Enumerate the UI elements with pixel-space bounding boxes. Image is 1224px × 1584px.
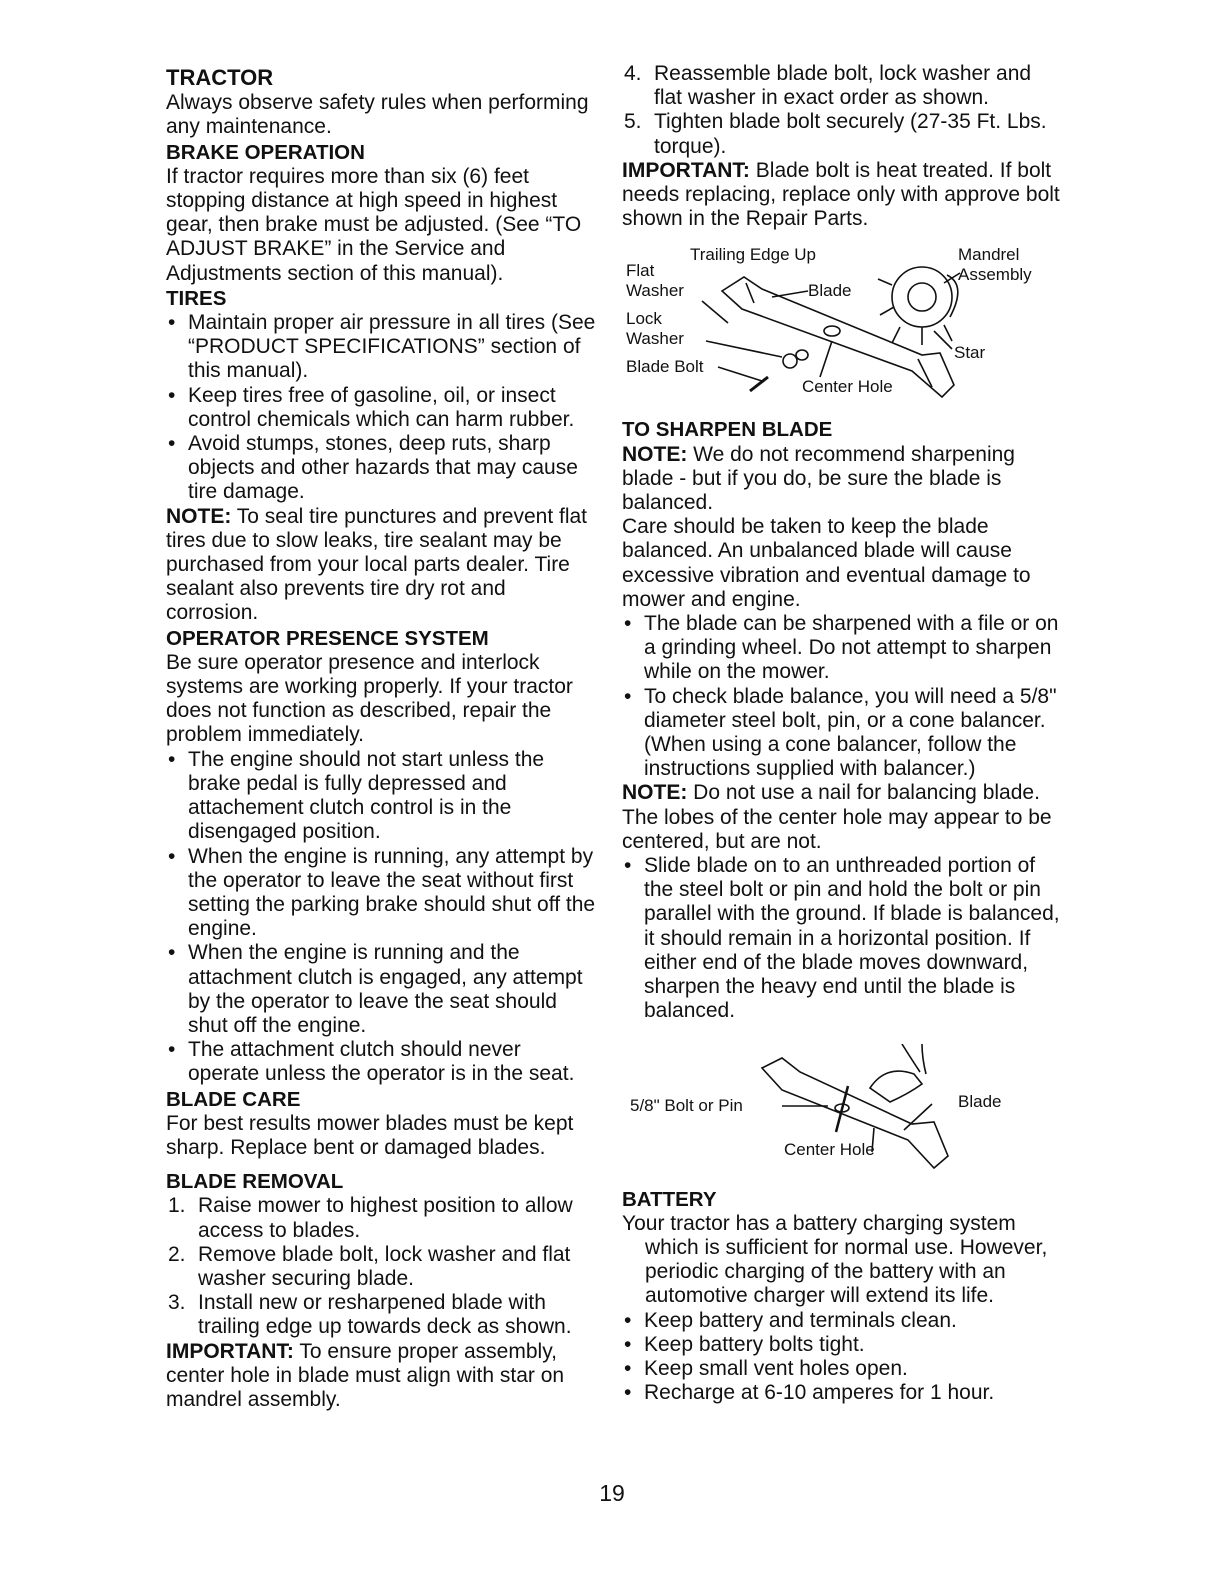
label-washer: Washer (626, 281, 684, 301)
label-assembly: Assembly (958, 265, 1032, 285)
step-text: Install new or resharpened blade with trailing edge up towards deck as shown. (198, 1291, 572, 1339)
note-text: To seal tire punctures and prevent flat tires due to slow leaks, tire sealant may be purchased from your local parts dealer. Tire sealant also prevents tire dry rot and corrosion. (166, 504, 587, 625)
label-blade-bolt: Blade Bolt (626, 357, 704, 377)
tires-list (166, 311, 596, 505)
step-number: 4. (624, 62, 642, 85)
blade-bolt-shape (750, 377, 768, 391)
step-number: 3. (168, 1291, 186, 1315)
sharpen-care-text: Care should be taken to keep the blade balanced. An unbalanced blade will cause excessive vibration and eventual damage to mower and engine. (622, 515, 1031, 611)
intro-text: Always observe safety rules when performing any maintenance. (166, 91, 589, 139)
note-text: We do not recommend sharpening blade - but if you do, be sure the blade is balanced. (622, 442, 1015, 515)
step-text: Reassemble blade bolt, lock washer and flat washer in exact order as shown. (654, 62, 1032, 110)
hand-outline (902, 1044, 926, 1074)
leader-line (702, 301, 728, 323)
heading-blade-care: BLADE CARE (166, 1087, 301, 1111)
bolt-pin-shape (836, 1086, 848, 1132)
leader-line (904, 1104, 932, 1130)
list-item: • To check blade balance, you will need a 5/8" diameter steel bolt, pin, or a cone balancer. (When using a cone balancer, follow the instructions supplied with balancer.) (622, 685, 1062, 782)
list-item: • Slide blade on to an unthreaded portion of the steel bolt or pin and hold the bolt or pin parallel with the ground. If blade is balanced, it should remain in a horizontal position. If either end of the blade moves downward, sharpen the heavy end until the blade is balanced. (622, 854, 1062, 1023)
label-bolt-or-pin: 5/8" Bolt or Pin (630, 1095, 743, 1115)
ops-list (166, 748, 596, 1087)
heading-blade-removal: BLADE REMOVAL (166, 1170, 344, 1194)
list-item: • Keep tires free of gasoline, oil, or insect control chemicals which can harm rubber. (166, 384, 596, 432)
left-column (166, 62, 596, 1412)
step-text: Tighten blade bolt securely (27-35 Ft. Lbs. torque). (654, 110, 1047, 158)
mandrel-body (892, 267, 952, 327)
hand-shape (870, 1071, 922, 1102)
important-text: Blade bolt is heat treated. If bolt needs replacing, replace only with approve bolt shown in the Repair Parts. (622, 158, 1060, 231)
blade-removal-steps-continued (622, 62, 1062, 159)
label-lock-washer: Washer (626, 329, 684, 349)
heading-brake-operation: BRAKE OPERATION (166, 140, 365, 164)
heading-to-sharpen-blade: TO SHARPEN BLADE (622, 418, 833, 442)
blade-assembly-figure (622, 245, 1062, 417)
list-item: • Keep battery and terminals clean. (622, 1309, 1062, 1333)
list-item: • The attachment clutch should never operate unless the operator is in the seat. (166, 1038, 596, 1086)
sharpen-note-2 (622, 781, 1062, 854)
list-item (166, 1291, 596, 1339)
leader-line (706, 341, 782, 357)
list-item (166, 1194, 596, 1242)
note-label: NOTE: (622, 442, 688, 466)
battery-list (622, 1309, 1062, 1406)
list-item: • Keep battery bolts tight. (622, 1333, 1062, 1357)
list-item: • When the engine is running and the attachment clutch is engaged, any attempt by the operator to leave the seat should shut off the engine. (166, 941, 596, 1038)
label-flat: Flat (626, 261, 655, 281)
label-center-hole: Center Hole (802, 377, 893, 397)
blade-edge-line (746, 283, 754, 303)
flat-washer-shape (796, 350, 808, 360)
leader-line (718, 367, 762, 381)
label-mandrel: Mandrel (958, 245, 1020, 265)
step-number: 5. (624, 110, 642, 134)
list-item (622, 62, 1062, 110)
label-blade: Blade (808, 281, 852, 301)
label-star: Star (954, 343, 986, 363)
lock-washer-shape (783, 354, 797, 368)
list-item: • When the engine is running, any attempt by the operator to leave the seat without first setting the parking brake should shut off the engine. (166, 845, 596, 942)
step-number: 2. (168, 1242, 186, 1266)
ops-text: Be sure operator presence and interlock systems are working properly. If your tractor does not function as described, repair the problem immediately. (166, 650, 573, 747)
blade-removal-important (166, 1340, 596, 1413)
label-lock: Lock (626, 309, 662, 329)
list-item (622, 110, 1062, 158)
tires-note (166, 505, 596, 626)
leader-line (820, 341, 832, 377)
note-label: NOTE: (166, 504, 232, 528)
step-text: Raise mower to highest position to allow access to blades. (198, 1194, 573, 1242)
heading-operator-presence: OPERATOR PRESENCE SYSTEM (166, 626, 489, 650)
note-label: NOTE: (622, 781, 688, 805)
label-center-hole: Center Hole (784, 1139, 875, 1159)
heading-battery: BATTERY (622, 1187, 717, 1211)
list-item: • The engine should not start unless the brake pedal is fully depressed and attachement clutch control is in the disengaged position. (166, 748, 596, 845)
important-label: IMPORTANT: (166, 1339, 294, 1363)
right-column (622, 62, 1062, 1405)
step-number: 1. (168, 1194, 186, 1218)
page-number: 19 (599, 1480, 625, 1506)
label-trailing-edge-up: Trailing Edge Up (690, 245, 816, 265)
bolt-important (622, 159, 1062, 232)
list-item (166, 1243, 596, 1291)
list-item: • Maintain proper air pressure in all tires (See “PRODUCT SPECIFICATIONS” section of this manual). (166, 311, 596, 384)
leader-line (772, 291, 808, 297)
sharpen-list (622, 612, 1062, 781)
blade-removal-steps (166, 1194, 596, 1339)
blade-care-text: For best results mower blades must be kept sharp. Replace bent or damaged blades. (166, 1111, 574, 1159)
sharpen-note-1 (622, 443, 1062, 516)
list-item: • The blade can be sharpened with a file or on a grinding wheel. Do not attempt to sharpen while on the mower. (622, 612, 1062, 685)
center-hole-shape (824, 326, 840, 336)
list-item: • Avoid stumps, stones, deep ruts, sharp objects and other hazards that may cause tire damage. (166, 432, 596, 505)
important-text: To ensure proper assembly, center hole in blade must align with star on mandrel assembly. (166, 1339, 565, 1411)
blade-balance-figure (622, 1044, 1062, 1182)
important-label: IMPORTANT: (622, 158, 750, 182)
list-item: • Recharge at 6-10 amperes for 1 hour. (622, 1381, 1062, 1405)
battery-text: Your tractor has a battery charging system which is sufficient for normal use. However, periodic charging of the battery with an automotive charger will extend its life. (622, 1211, 1048, 1308)
leader-line (934, 331, 952, 349)
mandrel-hub (908, 283, 936, 311)
section-title-tractor: TRACTOR (166, 65, 274, 90)
heading-tires: TIRES (166, 286, 227, 310)
note-text: Do not use a nail for balancing blade. The lobes of the center hole may appear to be centered, but are not. (622, 781, 1052, 853)
list-item: • Keep small vent holes open. (622, 1357, 1062, 1381)
label-blade: Blade (958, 1091, 1002, 1111)
brake-text: If tractor requires more than six (6) feet stopping distance at high speed in highest gear, then brake must be adjusted. (See “TO ADJUST BRAKE” in the Service and Adjustments section of this manual). (166, 164, 582, 285)
mandrel-ribs (878, 279, 952, 345)
sharpen-list-2 (622, 854, 1062, 1023)
step-text: Remove blade bolt, lock washer and flat washer securing blade. (198, 1242, 571, 1290)
